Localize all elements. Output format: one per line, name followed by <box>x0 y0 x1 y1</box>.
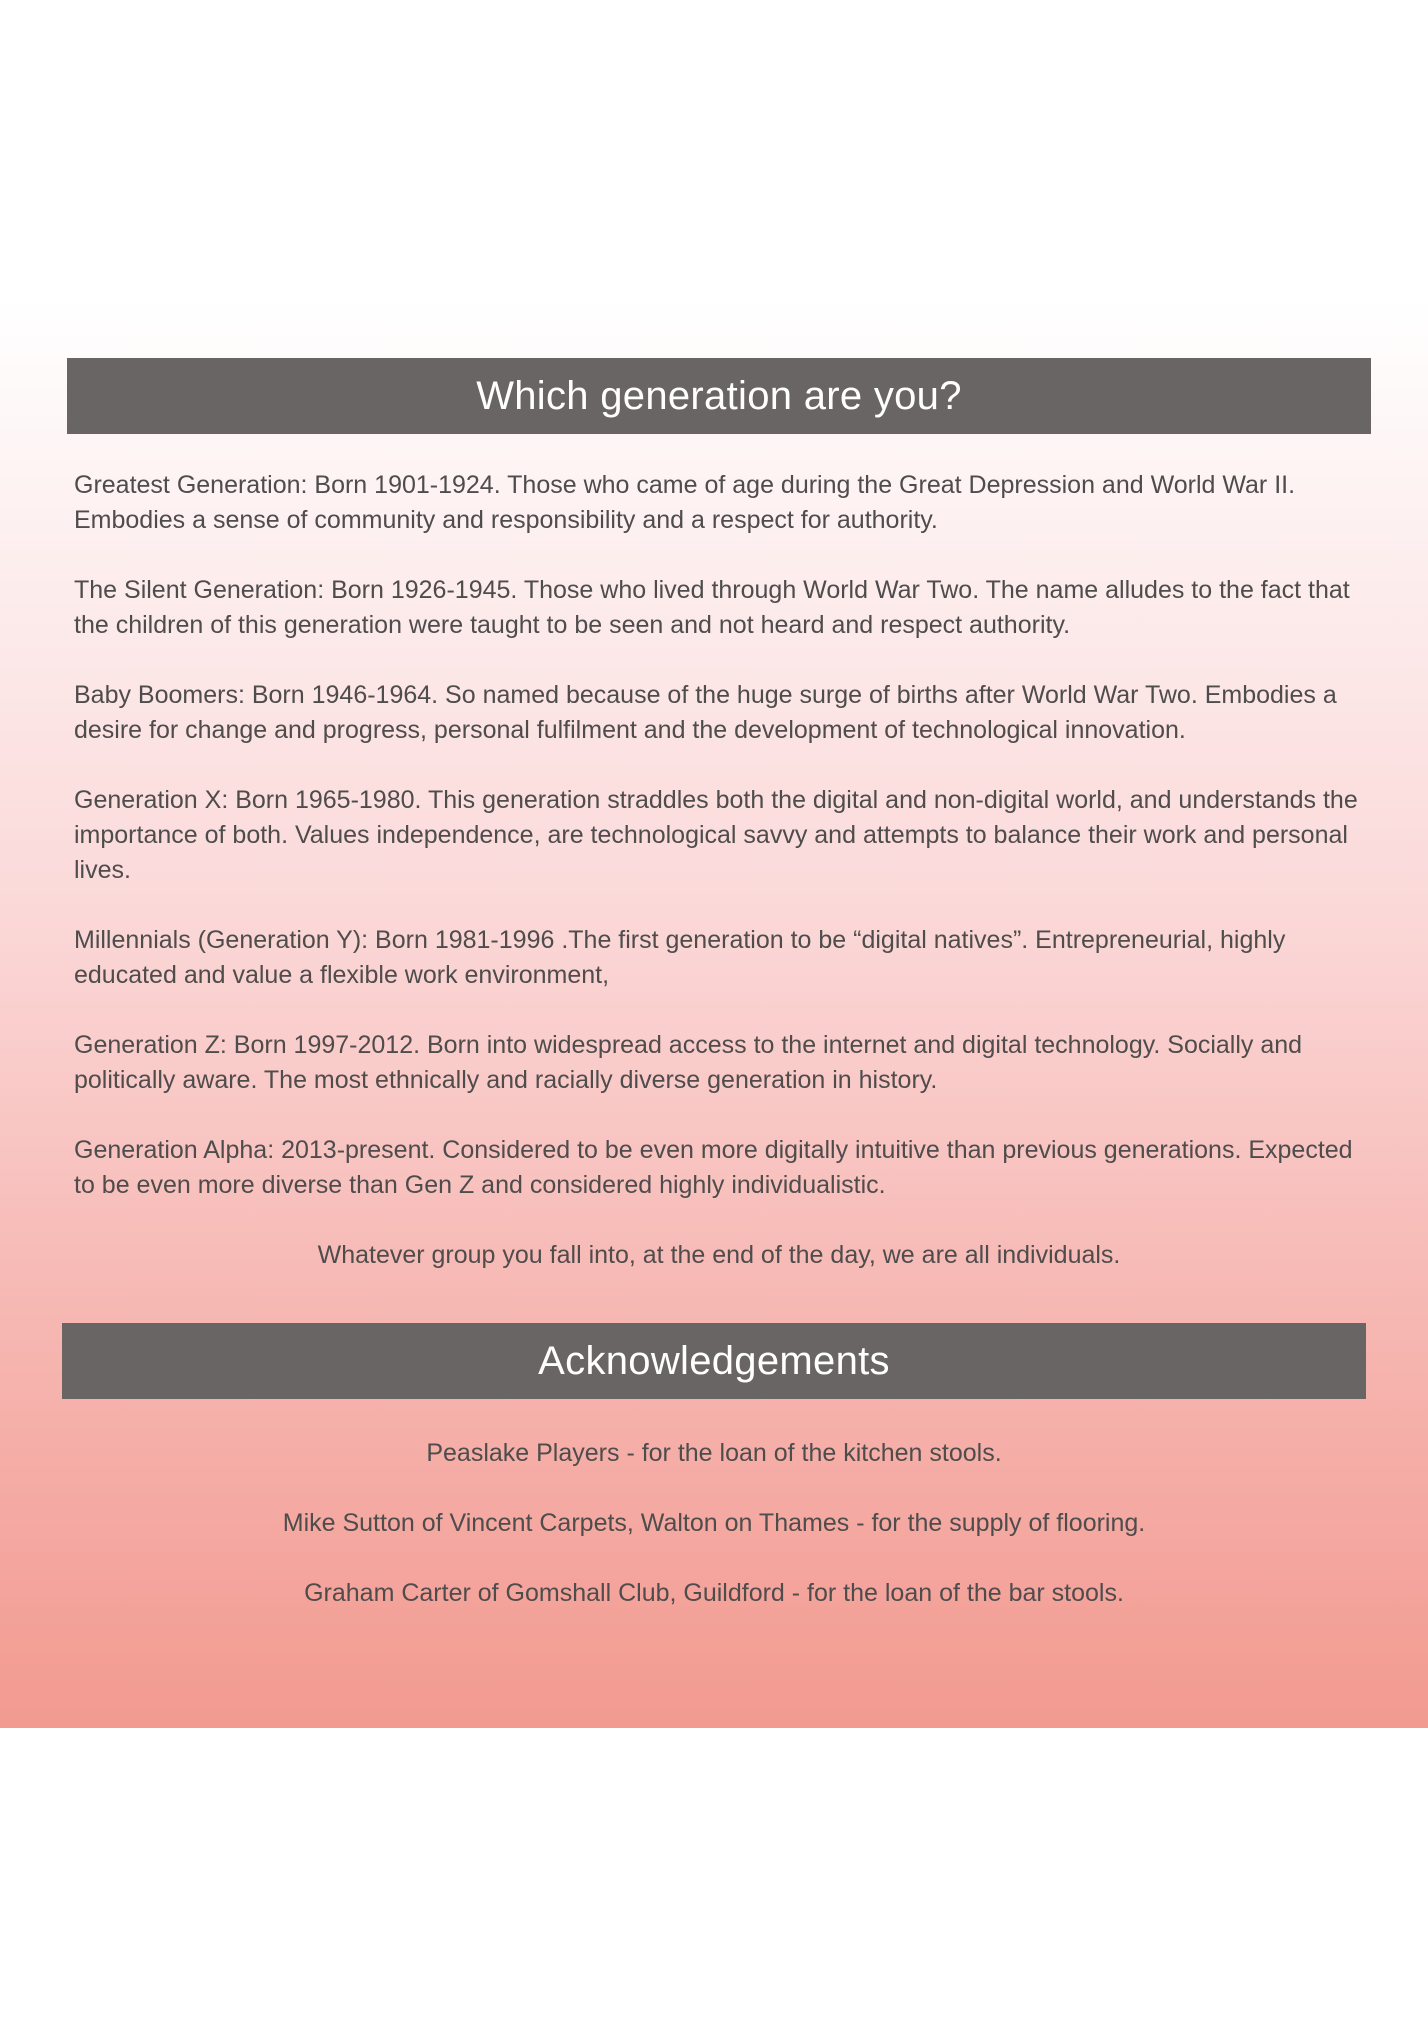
acknowledgement-vincent-carpets: Mike Sutton of Vincent Carpets, Walton on Thames - for the supply of flooring. <box>282 1509 1146 1537</box>
generation-millennials: Millennials (Generation Y): Born 1981-1996 .The first generation to be “digital natives”. Entrepreneurial, highly educated and value a flexible work environment, <box>74 926 1286 989</box>
generation-alpha: Generation Alpha: 2013-present. Considered to be even more digitally intuitive than previous generations. Expected to be even more diverse than Gen Z and considered highly individualistic. <box>74 1136 1353 1199</box>
generations-banner <box>67 358 1371 434</box>
generations-list <box>74 468 1374 1238</box>
acknowledgement-peaslake-players: Peaslake Players - for the loan of the kitchen stools. <box>426 1439 1002 1467</box>
generation-x: Generation X: Born 1965-1980. This generation straddles both the digital and non-digital world, and understands the importance of both. Values independence, are technological savvy and attempts to balance their work and personal lives. <box>74 786 1358 884</box>
acknowledgements-title: Acknowledgements <box>538 1338 890 1383</box>
generation-greatest: Greatest Generation: Born 1901-1924. Those who came of age during the Great Depression and World War II. Embodies a sense of community and responsibility and a respect for authority. <box>74 471 1296 534</box>
generations-title: Which generation are you? <box>476 373 962 418</box>
generation-silent: The Silent Generation: Born 1926-1945. Those who lived through World War Two. The name alludes to the fact that the children of this generation were taught to be seen and not heard and respect authority. <box>74 576 1350 639</box>
acknowledgements-banner <box>62 1323 1366 1399</box>
generation-z: Generation Z: Born 1997-2012. Born into widespread access to the internet and digital technology. Socially and politically aware. The most ethnically and racially diverse generation in history. <box>74 1031 1303 1094</box>
generations-closing: Whatever group you fall into, at the end of the day, we are all individuals. <box>317 1241 1121 1269</box>
acknowledgements-list <box>62 1436 1366 1646</box>
generation-baby-boomers: Baby Boomers: Born 1946-1964. So named because of the huge surge of births after World War Two. Embodies a desire for change and progress, personal fulfilment and the development of technological innovation. <box>74 681 1337 744</box>
acknowledgement-gomshall-club: Graham Carter of Gomshall Club, Guildford - for the loan of the bar stools. <box>304 1579 1124 1607</box>
